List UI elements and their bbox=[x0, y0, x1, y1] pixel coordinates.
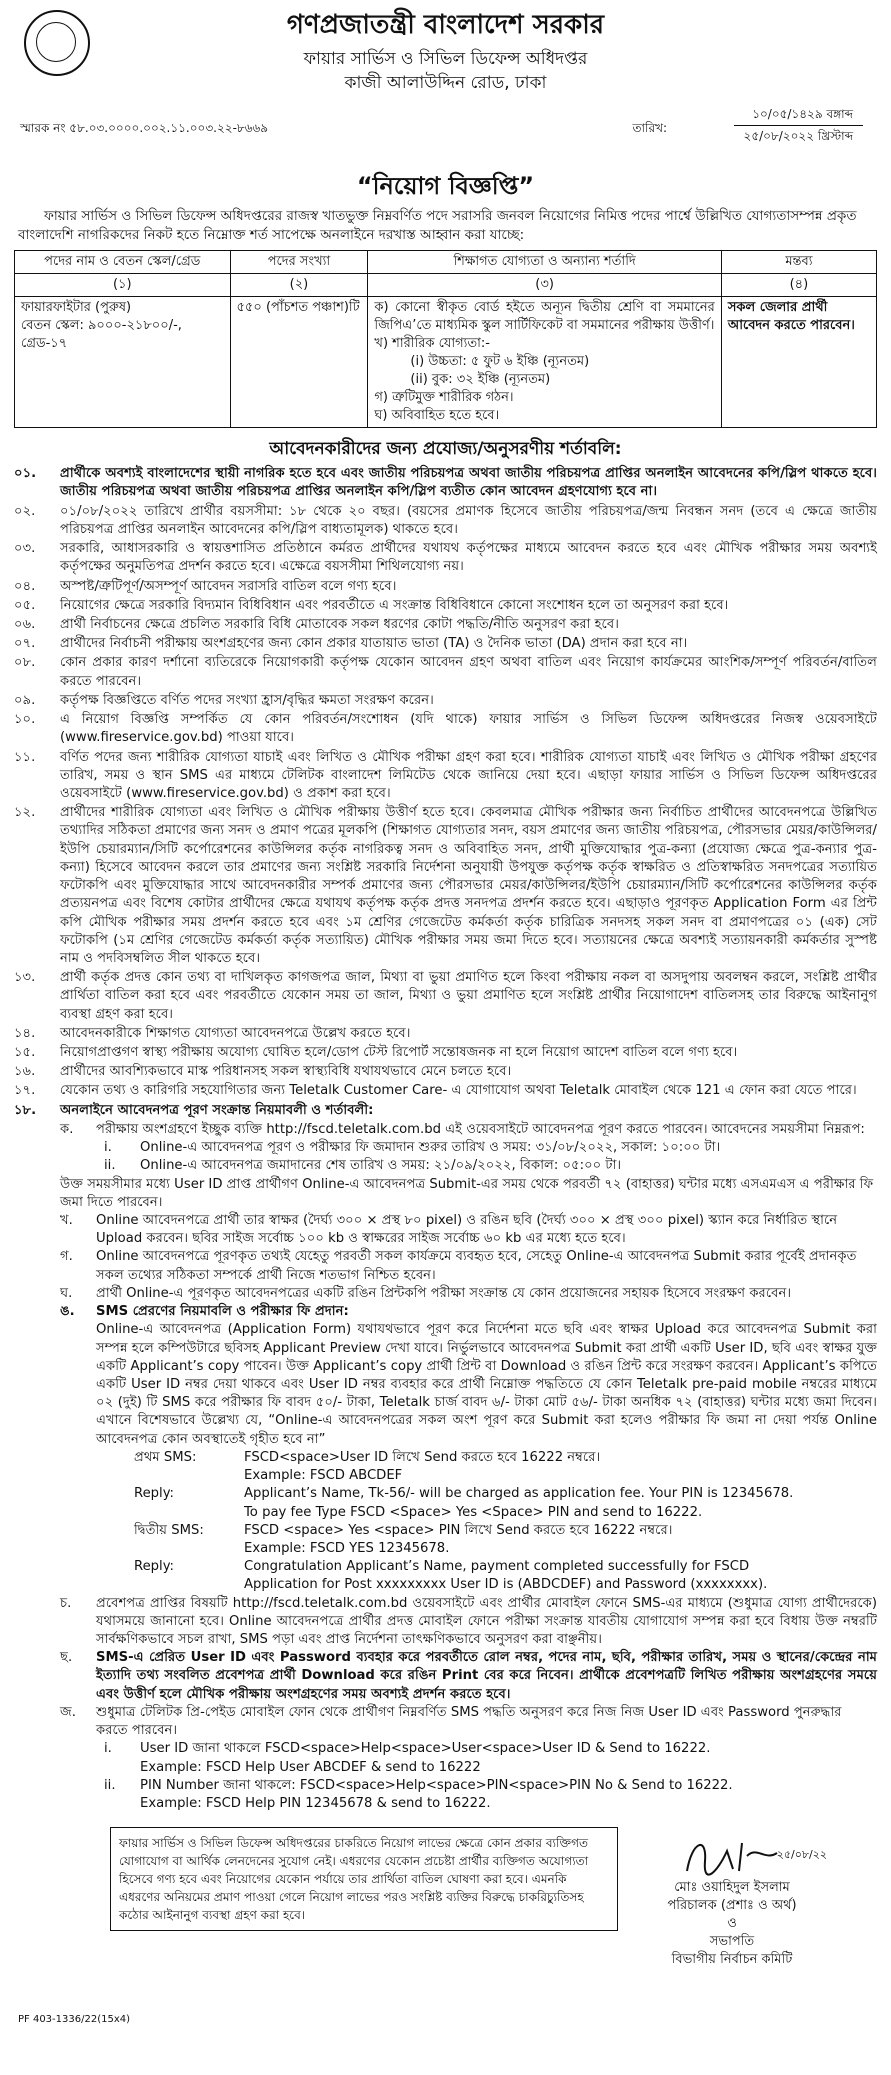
signature-date: ২৫/০৮/২২ bbox=[776, 1848, 827, 1862]
item-number: ০৬. bbox=[14, 617, 36, 632]
list-item bbox=[14, 692, 877, 710]
online-ja-i-example: Example: FSCD Help User ABCDEF & send to 16222 bbox=[140, 1759, 481, 1775]
sms-text: FSCD <space> Yes <space> PIN লিখে Send করতে হবে 16222 নম্বরে। bbox=[244, 1522, 673, 1538]
sms-first bbox=[134, 1449, 877, 1467]
list-item bbox=[14, 616, 877, 634]
online-chha bbox=[60, 1649, 877, 1704]
sub-text: User ID জানা থাকলে FSCD<space>Help<space>User<space>User ID & Send to 16222. bbox=[140, 1741, 711, 1757]
sub-label: ঘ. bbox=[60, 1285, 73, 1301]
table-number-row bbox=[15, 274, 877, 297]
item-number: ০৭. bbox=[14, 636, 36, 652]
online-umo-title bbox=[60, 1303, 877, 1321]
sub-label: ক. bbox=[60, 1121, 74, 1137]
col-count: পদের সংখ্যা bbox=[230, 251, 368, 274]
item-text: প্রার্থী নির্বাচনের ক্ষেত্রে প্রচলিত সরকারি বিধি মোতাবেক সকল ধরণের কোটা পদ্ধতি/নীতি অনুসরণ করা হবে। bbox=[60, 617, 619, 632]
item-number: ১৪. bbox=[14, 1025, 36, 1041]
online-ka-ii bbox=[104, 1157, 877, 1175]
item-number: ০২. bbox=[14, 503, 36, 519]
reply-label: Reply: bbox=[134, 1486, 175, 1502]
qualification-a: ক) কোনো স্বীকৃত বোর্ড হইতে অন্যূন দ্বিতীয় শ্রেণি বা সমমানের জিপিএ’তে মাধ্যমিক স্কুল সার্টিফিকেট বা সমমানের পরীক্ষায় উত্তীর্ণ। bbox=[374, 300, 715, 334]
sms-second-example bbox=[134, 1540, 877, 1558]
sub-label: গ. bbox=[60, 1249, 73, 1265]
list-item bbox=[14, 578, 877, 596]
list-item bbox=[14, 711, 877, 747]
sms-text: FSCD<space>User ID লিখে Send করতে হবে 16222 নম্বরে। bbox=[244, 1449, 601, 1465]
online-ja-i bbox=[104, 1740, 877, 1758]
date-box bbox=[734, 106, 863, 144]
list-item bbox=[14, 597, 877, 615]
item-number: ১৫. bbox=[14, 1045, 36, 1061]
sub-label: ছ. bbox=[60, 1650, 73, 1666]
sms-reply-2 bbox=[134, 1558, 877, 1576]
item-text: প্রার্থীদের নির্বাচনী পরীক্ষায় অংশগ্রহণের জন্য কোন প্রকার যাতায়াত ভাতা (TA) ও দৈনিক ভাতা (DA) প্রদান করা হবে না। bbox=[60, 636, 688, 652]
item-text: এ নিয়োগ বিজ্ঞপ্তি সম্পর্কিত যে কোন পরিবর্তন/সংশোধন (যদি থাকে) ফায়ার সার্ভিস ও সিভিল ডিফেন্স অধিদপ্তরের নিজস্ব ওয়েবসাইটে (www.fireservice.gov.bd) পাওয়া যাবে। bbox=[60, 712, 877, 746]
sub-text: Online আবেদনপত্রে প্রার্থী তার স্বাক্ষর (দৈর্ঘ্য ৩০০ × প্রস্থ ৮০ pixel) ও রঙিন ছবি (দৈর্ঘ্য ৩০০ × প্রস্থ ৩০০ pixel) স্ক্যান করে নির্ধারিত স্থানে Upload করবেন। ছবির সাইজ সর্বোচ্চ ১০০ kb ও স্বাক্ষরের সাইজ সর্বোচ্চ ৬০ kb এর মধ্যে হতে হবে। bbox=[96, 1213, 838, 1247]
list-item bbox=[14, 1044, 877, 1062]
list-item bbox=[14, 465, 877, 501]
sms-label: প্রথম SMS: bbox=[134, 1449, 197, 1465]
footer bbox=[14, 1827, 877, 2027]
item-number: ১২. bbox=[14, 805, 36, 821]
online-kha bbox=[60, 1212, 877, 1248]
item-number: ০১. bbox=[14, 466, 37, 482]
col-post: পদের নাম ও বেতন স্কেল/গ্রেড bbox=[15, 251, 231, 274]
height-req: (i) উচ্চতা: ৫ ফুট ৬ ইঞ্চি (ন্যূনতম) bbox=[410, 354, 590, 370]
online-ka-note: উক্ত সময়সীমার মধ্যে User ID প্রাপ্ত প্রার্থীগণ Online-এ আবেদনপত্র Submit-এর সময় থেকে পরবর্তী ৭২ (বাহাত্তর) ঘন্টার মধ্যে এসএমএস এ পরীক্ষার ফি জমা দিতে পারবেন। bbox=[60, 1176, 874, 1210]
sub-label: ii. bbox=[104, 1777, 116, 1793]
sms-instructions: Online-এ আবেদনপত্র (Application Form) যথাযথভাবে পূরণ করে নির্দেশনা মতে ছবি এবং স্বাক্ষর Upload করে আবেদনপত্র Submit করা সম্পন্ন হলে কম্পিউটারে ছবিসহ Applicant Preview দেখা যাবে। নির্ভুলভাবে আবেদনপত্র Submit করা প্রার্থী একটি User ID, ছবি এবং স্বাক্ষর যুক্ত একটি Applicant’s copy পাবেন। উক্ত Applicant’s copy প্রার্থী প্রিন্ট বা Download ও রঙিন প্রিন্ট করে সংরক্ষণ করবেন। Applicant’s কপিতে একটি User ID নম্বর দেয়া থাকবে এবং User ID নম্বর ব্যবহার করে প্রার্থী নিম্নোক্ত পদ্ধতিতে যে কোন Teletalk pre-paid mobile নম্বরের মাধ্যমে ০২ (দুই) টি SMS করে পরীক্ষার ফি বাবদ ৫০/- টাকা, Teletalk চার্জ বাবদ ৬/- টাকা মোট ৫৬/- টাকা অনধিক ৭২ (বাহাত্তর) ঘন্টার মধ্যে জমা দিবেন। এখানে বিশেষভাবে উল্লেখ্য যে, “Online-এ আবেদনপত্রের সকল অংশ পূরণ করে Submit করা হলেও পরীক্ষার ফি জমা না দেয়া পর্যন্ত Online আবেদনপত্র কোন অবস্থাতেই গৃহীত হবে না” bbox=[96, 1322, 877, 1447]
grade: গ্রেড-১৭ bbox=[21, 336, 68, 352]
item-text: আবেদনকারীকে শিক্ষাগত যোগ্যতা আবেদনপত্রে উল্লেখ করতে হবে। bbox=[60, 1025, 411, 1041]
government-title: গণপ্রজাতন্ত্রী বাংলাদেশ সরকার bbox=[286, 10, 605, 40]
post-cell bbox=[15, 297, 231, 428]
sub-text: প্রার্থী Online-এ পূরণকৃত আবেদনপত্রের একটি রঙিন প্রিন্টকপি পরীক্ষা সংক্রান্ত যে কোন প্রয়োজনের সহায়ক হিসেবে সংরক্ষণ করবেন। bbox=[96, 1285, 792, 1301]
signatory-name: মোঃ ওয়াহিদুল ইসলাম bbox=[674, 1880, 790, 1896]
sms-second bbox=[134, 1522, 877, 1540]
online-cha bbox=[60, 1595, 877, 1650]
item-number: ১৩. bbox=[14, 970, 36, 986]
item-text: নিয়োগের ক্ষেত্রে সরকারি বিদ্যমান বিধিবিধান এবং পরবর্তীতে এ সংক্রান্ত বিধিবিধানে কোনো সংশোধন হলে তা অনুসরণ করা হবে। bbox=[60, 597, 729, 613]
sms-label: দ্বিতীয় SMS: bbox=[134, 1522, 204, 1538]
job-table bbox=[14, 250, 877, 427]
item-text: কর্তৃপক্ষ বিজ্ঞপ্তিতে বর্ণিত পদের সংখ্যা হ্রাস/বৃদ্ধির ক্ষমতা সংরক্ষণ করেন। bbox=[60, 692, 434, 708]
qualification-cell bbox=[368, 297, 721, 428]
qualification-b: খ) শারীরিক যোগ্যতা:- bbox=[374, 336, 490, 352]
sub-label: ii. bbox=[104, 1158, 116, 1174]
letterhead bbox=[14, 0, 877, 143]
item-number: ০৪. bbox=[14, 578, 36, 594]
signature-mark bbox=[627, 1831, 837, 1879]
table-row bbox=[15, 297, 877, 428]
reply-text: Congratulation Applicant’s Name, payment completed successfully for FSCD bbox=[244, 1559, 750, 1575]
sub-label: ঙ. bbox=[60, 1304, 75, 1320]
item-text: যেকোন তথ্য ও কারিগরি সহযোগিতার জন্য Teletalk Customer Care- এ যোগাযোগ অথবা Teletalk মোবাইল থেকে 121 এ ফোন করা যেতে পারে। bbox=[60, 1083, 857, 1099]
list-item bbox=[14, 804, 877, 968]
conditions-title: আবেদনকারীদের জন্য প্রযোজ্য/অনুসরণীয় শর্তাবলি: bbox=[269, 438, 622, 459]
notice-intro: ফায়ার সার্ভিস ও সিভিল ডিফেন্স অধিদপ্তরের রাজস্ব খাতভুক্ত নিম্নবর্ণিত পদে সরাসরি জনবল নিয়োগের নিমিত্ত পদের পার্শ্বে উল্লিখিত যোগ্যতাসম্পন্ন প্রকৃত বাংলাদেশি নাগরিকদের নিকট হতে নিম্নোক্ত শর্ত সাপেক্ষে অনলাইনে দরখাস্ত আহ্বান করা যাচ্ছে: bbox=[18, 208, 857, 243]
list-item bbox=[14, 1063, 877, 1081]
online-gha bbox=[60, 1285, 877, 1303]
sub-text: SMS-এ প্রেরিত User ID এবং Password ব্যবহার করে পরবর্তীতে রোল নম্বর, পদের নাম, ছবি, পরীক্ষার তারিখ, সময় ও স্থানের/কেন্দ্রের নাম ইত্যাদি তথ্য সংবলিত প্রবেশপত্র প্রার্থী Download করে রঙিন Print বের করে নিবেন। প্রার্থীকে প্রবেশপত্রটি লিখিত পরীক্ষায় অংশগ্রহণের সময়ে এবং উত্তীর্ণ হলে মৌখিক পরীক্ষায় অংশগ্রহণের সময় অবশ্যই প্রদর্শন করতে হবে। bbox=[96, 1650, 877, 1702]
online-ja-ii-example: Example: FSCD Help PIN 12345678 & send to 16222. bbox=[140, 1796, 491, 1811]
item-number: ০৫. bbox=[14, 597, 36, 613]
sub-text: শুধুমাত্র টেলিটক প্রি-পেইড মোবাইল ফোন থেকে প্রার্থীগণ নিম্নবর্ণিত SMS পদ্ধতি অনুসরণ করে নিজ নিজ User ID এবং Password পুনরুদ্ধার করতে পারবেন। bbox=[96, 1704, 842, 1739]
list-item bbox=[14, 1025, 877, 1043]
list-item bbox=[14, 749, 877, 804]
col-num-2: (২) bbox=[230, 274, 368, 297]
sub-text: পরীক্ষায় অংশগ্রহণে ইচ্ছুক ব্যক্তি http://fscd.teletalk.com.bd এই ওয়েবসাইটে আবেদনপত্র পূরণ করতে পারবেন। আবেদনের সময়সীমা নিম্নরূপ: bbox=[96, 1121, 865, 1137]
signatory-designation: পরিচালক (প্রশাঃ ও অর্থ) bbox=[667, 1898, 797, 1914]
chest-req: (ii) বুক: ৩২ ইঞ্চি (ন্যূনতম) bbox=[410, 371, 551, 387]
item-number: ১১. bbox=[14, 749, 36, 765]
table-header-row bbox=[15, 251, 877, 274]
print-code: PF 403-1336/22(15x4) bbox=[18, 2014, 131, 2026]
item-text: প্রার্থী কর্তৃক প্রদত্ত কোন তথ্য বা দাখিলকৃত কাগজপত্র জাল, মিথ্যা বা ভুয়া প্রমাণিত হলে কিংবা পরীক্ষায় নকল বা অসদুপায় অবলম্বন করলে, সংশ্লিষ্ট প্রার্থীর প্রার্থিতা বাতিল করা হবে এবং পরবর্তীতে যেকোন সময় তা জাল, মিথ্যা ও ভুয়া প্রমাণিত হলে সংশ্লিষ্ট প্রার্থীর নিয়োগাদেশ বাতিলসহ তার বিরুদ্ধে আইনানুগ ব্যবস্থা গ্রহণ করা হবে। bbox=[60, 970, 877, 1022]
sms-first-example bbox=[134, 1467, 877, 1485]
list-item bbox=[14, 1102, 877, 1120]
sms-example: Example: FSCD YES 12345678. bbox=[244, 1540, 450, 1556]
item-text: বর্ণিত পদের জন্য শারীরিক যোগ্যতা যাচাই এবং লিখিত ও মৌখিক পরীক্ষা গ্রহণ করা হবে। শারীরিক যোগ্যতা যাচাই এবং লিখিত ও মৌখিক পরীক্ষা গ্রহণের তারিখ, সময় ও স্থান SMS এর মাধ্যমে টেলিটক বাংলাদেশ লিমিটেড থেকে জানিয়ে দেয়া হবে। এছাড়া ফায়ার সার্ভিস ও সিভিল ডিফেন্স অধিদপ্তরের ওয়েবসাইটে (www.fireservice.gov.bd) ও প্রকাশ করা হবে। bbox=[60, 749, 877, 801]
post-count: ৫৫০ (পাঁচশত পঞ্চাশ)টি bbox=[230, 297, 368, 428]
sub-label: খ. bbox=[60, 1213, 73, 1228]
sub-text: SMS প্রেরণের নিয়মাবলি ও পরীক্ষার ফি প্রদান: bbox=[96, 1304, 349, 1320]
sub-text: Online-এ আবেদনপত্র পূরণ ও পরীক্ষার ফি জমাদান শুরুর তারিখ ও সময়: ৩১/০৮/২০২২, সকাল: ১০:০০ টা। bbox=[140, 1140, 721, 1156]
item-text: প্রার্থীদের আবশ্যিকভাবে মাস্ক পরিধানসহ সকল স্বাস্থ্যবিধি যথাযথভাবে মেনে চলতে হবে। bbox=[60, 1064, 512, 1080]
list-item bbox=[14, 1082, 877, 1100]
col-num-3: (৩) bbox=[368, 274, 721, 297]
qualification-c: গ) ত্রুটিমুক্ত শারীরিক গঠন। bbox=[374, 389, 514, 405]
online-ja bbox=[60, 1704, 877, 1740]
sms-reply-1b bbox=[134, 1504, 877, 1522]
list-item bbox=[14, 540, 877, 576]
item-text: ০১/০৮/২০২২ তারিখে প্রার্থীর বয়সসীমা: ১৮ থেকে ২০ বছর। (বয়সের প্রমাণক হিসেবে জাতীয় পরিচয়পত্র/জন্ম নিবন্ধন সনদ (তবে এ ক্ষেত্রে জাতীয় পরিচয়পত্র প্রাপ্তির অনলাইন আবেদনের কপি/স্লিপ বাধ্যতামূলক) থাকতে হবে। bbox=[60, 503, 877, 537]
item-text: নিয়োগপ্রাপ্তগণ স্বাস্থ্য পরীক্ষায় অযোগ্য ঘোষিত হলে/ডোপ টেস্ট রিপোর্ট সন্তোষজনক না হলে নিয়োগ আদেশ বাতিল বলে গণ্য হবে। bbox=[60, 1045, 738, 1061]
remark-cell: সকল জেলার প্রার্থী আবেদন করতে পারবেন। bbox=[721, 297, 876, 428]
sub-label: i. bbox=[104, 1741, 112, 1757]
item-text: অনলাইনে আবেদনপত্র পূরণ সংক্রান্ত নিয়মাবলী ও শর্তাবলী: bbox=[60, 1102, 374, 1118]
sub-text: Online আবেদনপত্রে পূরণকৃত তথ্যই যেহেতু পরবর্তী সকল কার্যক্রমে ব্যবহৃত হবে, সেহেতু Online-এ আবেদনপত্র Submit করার পূর্বেই প্রদানকৃত সকল তথ্যের সঠিকতা সম্পর্কে প্রার্থী নিজে শতভাগ নিশ্চিত হবেন। bbox=[96, 1249, 857, 1283]
item-number: ১৬. bbox=[14, 1064, 36, 1080]
reply-text: Applicant’s Name, Tk-56/- will be charged as application fee. Your PIN is 12345678. bbox=[244, 1486, 794, 1502]
list-item bbox=[14, 503, 877, 539]
sms-reply-1 bbox=[134, 1485, 877, 1503]
col-num-4: (৪) bbox=[721, 274, 876, 297]
signatory-committee: বিভাগীয় নির্বাচন কমিটি bbox=[671, 1951, 793, 1967]
col-remark: মন্তব্য bbox=[721, 251, 876, 274]
reply-label: Reply: bbox=[134, 1559, 175, 1575]
signature-block bbox=[627, 1831, 837, 1969]
sub-text: Online-এ আবেদনপত্র জমাদানের শেষ তারিখ ও সময়: ২১/০৯/২০২২, বিকাল: ০৫:০০ টা। bbox=[140, 1158, 622, 1174]
qualification-d: ঘ) অবিবাহিত হতে হবে। bbox=[374, 407, 500, 423]
item-number: ০৩. bbox=[14, 541, 36, 557]
sub-label: i. bbox=[104, 1140, 112, 1156]
sub-text: প্রবেশপত্র প্রাপ্তির বিষয়টি http://fscd.teletalk.com.bd ওয়েবসাইটে এবং প্রার্থীর মোবাইল ফোনে SMS-এর মাধ্যমে (শুধুমাত্র যোগ্য প্রার্থীদেরকে) যথাসময়ে জানানো হবে। Online আবেদনপত্রে প্রার্থীর প্রদত্ত মোবাইল ফোনে পরীক্ষা সংক্রান্ত যাবতীয় যোগাযোগ সম্পন্ন করা হবে বিধায় উক্ত নম্বরটি সার্বক্ষণিকভাবে সচল রাখা, SMS পড়া এবং প্রাপ্ত নির্দেশনা তাৎক্ষণিকভাবে অনুসরণ করা বাঞ্ছনীয়। bbox=[96, 1595, 877, 1648]
item-text: অস্পষ্ট/ত্রুটিপূর্ণ/অসম্পূর্ণ আবেদন সরাসরি বাতিল বলে গণ্য হবে। bbox=[60, 578, 397, 594]
date-english: ২৫/০৮/২০২২ খ্রিস্টাব্দ bbox=[743, 128, 853, 143]
sub-label: চ. bbox=[60, 1595, 72, 1611]
item-text: প্রার্থীদের শারীরিক যোগ্যতা এবং লিখিত ও মৌখিক পরীক্ষায় উত্তীর্ণ হতে হবে। কেবলমাত্র মৌখিক পরীক্ষার জন্য নির্বাচিত প্রার্থীদের আবেদনপত্রে উল্লিখিত তথ্যাদির সঠিকতা প্রমাণের জন্য সনদ ও প্রমাণ পত্রের মূলকপি (শিক্ষাগত যোগ্যতার সনদ, বয়স প্রমাণের জন্য জাতীয় পরিচয়পত্র, পৌরসভার মেয়র/কাউন্সিলর/ইউপি চেয়ারম্যান/সিটি কর্পোরেশনের কাউন্সিলর কর্তৃক নাগরিকত্ব সনদ ও অবিবাহিত সনদ, প্রার্থী মুক্তিযোদ্ধার পুত্র-কন্যা (প্রযোজ্য ক্ষেত্রে পুত্র-কন্যার পুত্র-কন্যা) হিসেবে আবেদন করলে তার প্রমাণের জন্য সংশ্লিষ্ট সরকারি নির্দেশনা অনুযায়ী উপযুক্ত কর্তৃপক্ষ কর্তৃক স্বাক্ষরিত ও প্রতিস্বাক্ষরিত সনদপত্রের সত্যায়িত ফটোকপি এবং মুক্তিযোদ্ধার সাথে আবেদনকারীর সম্পর্ক প্রমাণের জন্য পৌরসভার মেয়র/কাউন্সিলর/ইউপি চেয়ারম্যান/সিটি কর্পোরেশনের কাউন্সিলর কর্তৃক প্রত্যয়নপত্র এবং বিশেষ কোটার প্রার্থীদের ক্ষেত্রে যথাযথ কর্তৃপক্ষ কর্তৃক প্রদত্ত সনদপত্র প্রদর্শন করতে হবে। এছাড়াও পূরণকৃত Application Form এর প্রিন্ট কপি মৌখিক পরীক্ষার সময় প্রদর্শন করতে হবে এবং ১ম শ্রেণির গেজেটেড কর্মকর্তা কর্তৃক চারিত্রিক সনদসহ সকল সনদ বা প্রমাণপত্রের ০১ (এক) সেট ফটোকপি (১ম শ্রেণির গেজেটেড কর্মকর্তা কর্তৃক সত্যায়িত) মৌখিক পরীক্ষার সময় জমা দিতে হবে। সত্যায়নের ক্ষেত্রে অবশ্যই সত্যায়নকারী কর্মকর্তার সুস্পষ্ট নাম ও পদবিসম্বলিত সীল থাকতে হবে। bbox=[60, 805, 877, 966]
item-number: ১০. bbox=[14, 712, 36, 728]
item-number: ১৮. bbox=[14, 1102, 37, 1118]
item-text: কোন প্রকার কারণ দর্শানো ব্যতিরেকে নিয়োগকারী কর্তৃপক্ষ যেকোন আবেদন গ্রহণ অথবা বাতিল এবং নিয়োগ কার্যক্রমের আংশিক/সম্পূর্ণ পরিবর্তন/বাতিল করতে পারবেন। bbox=[60, 655, 877, 689]
item-number: ০৮. bbox=[14, 655, 36, 671]
sms-example: Example: FSCD ABCDEF bbox=[244, 1468, 403, 1484]
list-item bbox=[14, 654, 877, 690]
online-ja-ii bbox=[104, 1777, 877, 1795]
warning-note-box: ফায়ার সার্ভিস ও সিভিল ডিফেন্স অধিদপ্তরের চাকরিতে নিয়োগ লাভের ক্ষেত্রে কোন প্রকার ব্যক্তিগত যোগাযোগ বা আর্থিক লেনদেনের সুযোগ নেই। এধরণের যেকোন প্রচেষ্টা প্রার্থীর ব্যক্তিগত অযোগ্যতা হিসেবে গণ্য হবে এবং নিয়োগের যেকোন পর্যায়ে তার প্রার্থিতা বাতিল ঘোষণা করা হবে। এমনকি এধরণের অনিয়মের প্রমাণ পাওয়া গেলে নিয়োগ লাভের পরও সংশ্লিষ্ট ব্যক্তির বিরুদ্ধে চাকরিচ্যুতিসহ কঠোর আইনানুগ ব্যবস্থা গ্রহণ করা হবে। bbox=[110, 1827, 618, 1931]
online-ka bbox=[60, 1121, 877, 1139]
signatory-and: ও bbox=[727, 1916, 737, 1932]
conditions-list bbox=[14, 465, 877, 1813]
signatory-role: সভাপতি bbox=[709, 1934, 755, 1950]
date-label: তারিখ: bbox=[632, 121, 667, 135]
list-item bbox=[14, 969, 877, 1024]
pay-scale: বেতন স্কেল: ৯০০০-২১৮০০/-, bbox=[21, 318, 182, 334]
online-ka-i bbox=[104, 1139, 877, 1157]
item-number: ০৯. bbox=[14, 692, 36, 708]
reply-text: Application for Post xxxxxxxxx User ID is (ABDCDEF) and Password (xxxxxxxx). bbox=[244, 1577, 768, 1593]
item-number: ১৭. bbox=[14, 1083, 36, 1099]
item-text: প্রার্থীকে অবশ্যই বাংলাদেশের স্থায়ী নাগরিক হতে হবে এবং জাতীয় পরিচয়পত্র অথবা জাতীয় পরিচয়পত্র প্রাপ্তির অনলাইন আবেদনের কপি/স্লিপ থাকতে হবে। জাতীয় পরিচয়পত্র অথবা জাতীয় পরিচয়পত্র প্রাপ্তির অনলাইন কপি/স্লিপ ব্যতীত কোন আবেদন গ্রহণযোগ্য হবে না। bbox=[60, 466, 877, 500]
post-name: ফায়ারফাইটার (পুরুষ) bbox=[21, 300, 132, 316]
online-ga bbox=[60, 1248, 877, 1284]
memo-number: স্মারক নং ৫৮.০৩.০০০০.০০২.১১.০০৩.২২-৮৬৬৯ bbox=[20, 121, 269, 135]
item-text: সরকারি, আধাসরকারি ও স্বায়ত্তশাসিত প্রতিষ্ঠানে কর্মরত প্রার্থীদের যথাযথ কর্তৃপক্ষের মাধ্যমে আবেদন করতে হবে এবং মৌখিক পরীক্ষার সময় অবশ্যই কর্তৃপক্ষের অনুমতিপত্র প্রদর্শন করতে হবে। এক্ষেত্রে বয়সসীমা শিথিলযোগ্য নয়। bbox=[60, 541, 877, 575]
sub-text: PIN Number জানা থাকলে: FSCD<space>Help<space>PIN<space>PIN No & Send to 16222. bbox=[140, 1777, 733, 1793]
department-address: কাজী আলাউদ্দিন রোড, ঢাকা bbox=[344, 73, 547, 93]
col-num-1: (১) bbox=[15, 274, 231, 297]
sms-reply-2b bbox=[134, 1576, 877, 1594]
date-bangla: ১০/০৫/১৪২৯ বঙ্গাব্দ bbox=[734, 106, 863, 126]
list-item bbox=[14, 635, 877, 653]
col-qualification: শিক্ষাগত যোগ্যতা ও অন্যান্য শর্তাদি bbox=[368, 251, 721, 274]
notice-title: “নিয়োগ বিজ্ঞপ্তি” bbox=[356, 172, 535, 200]
department-name: ফায়ার সার্ভিস ও সিভিল ডিফেন্স অধিদপ্তর bbox=[303, 49, 588, 69]
sub-label: জ. bbox=[60, 1704, 76, 1720]
reply-text: To pay fee Type FSCD <Space> Yes <Space> PIN and send to 16222. bbox=[244, 1504, 703, 1520]
